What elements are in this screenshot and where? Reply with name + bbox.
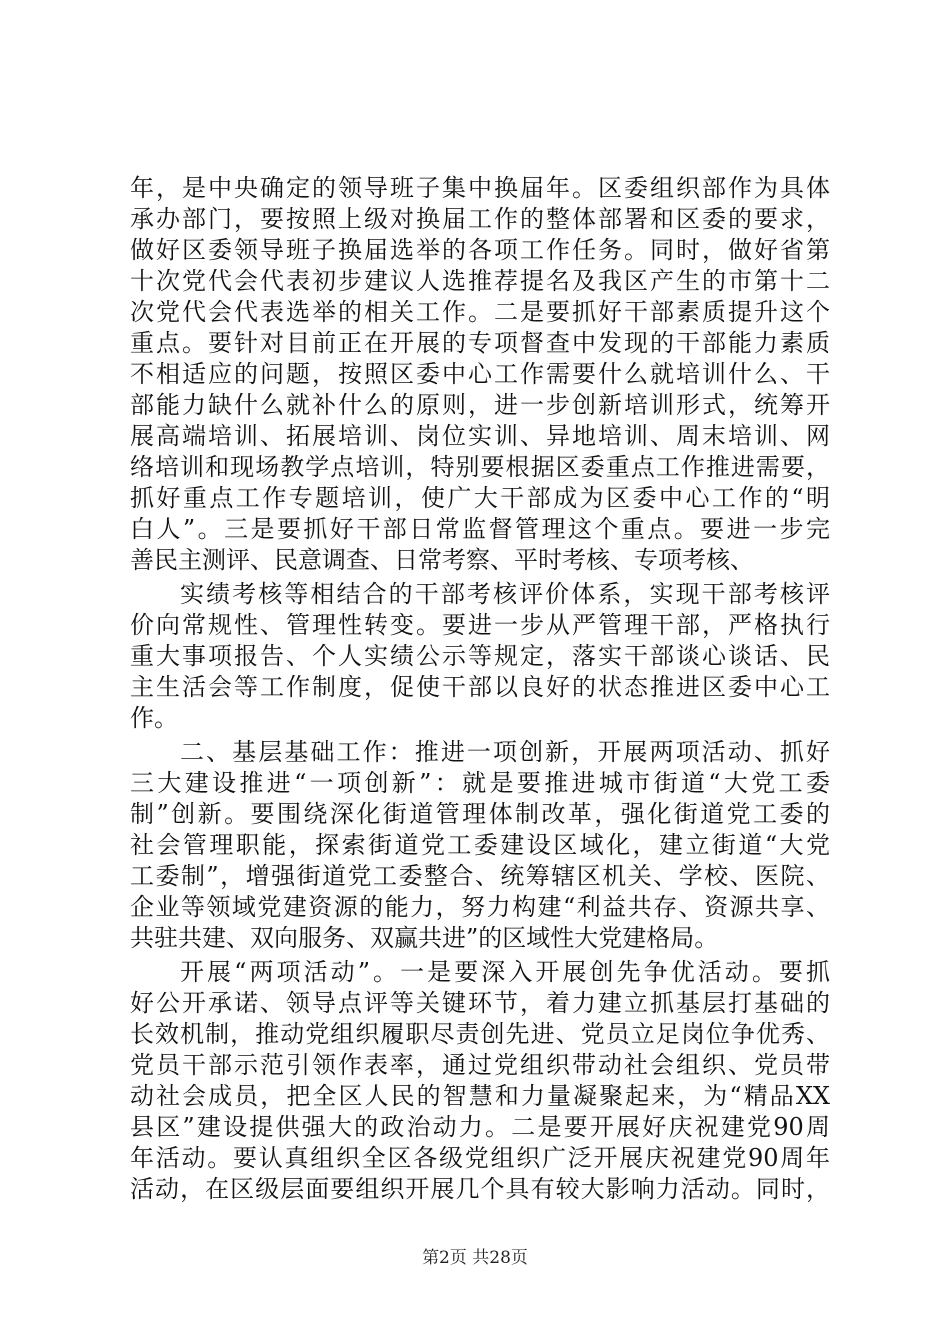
page-footer: 第2页 共28页 [422, 1248, 528, 1268]
text-line: 十次党代会代表初步建议人选推荐提名及我区产生的市第十二 [130, 267, 830, 295]
text-line: 年活动。要认真组织全区各级党组织广泛开展庆祝建党90周年 [130, 1144, 830, 1172]
text-line: 白人”。三是要抓好干部日常监督管理这个重点。要进一步完 [130, 515, 830, 543]
text-line: 善民主测评、民意调查、日常考察、平时考核、专项考核、 [130, 546, 754, 574]
text-line: 长效机制，推动党组织履职尽责创先进、党员立足岗位争优秀、 [130, 1020, 830, 1048]
text-line: 县区”建设提供强大的政治动力。二是要开展好庆祝建党90周 [130, 1113, 830, 1141]
text-line: 共驻共建、双向服务、双赢共进”的区域性大党建格局。 [130, 924, 719, 952]
text-line: 三大建设推进“一项创新”：就是要推进城市街道“大党工委 [130, 769, 830, 797]
paragraph-start-line: 开展“两项活动”。一是要深入开展创先争优活动。要抓 [180, 958, 830, 986]
paragraph-start-line: 实绩考核等相结合的干部考核评价体系，实现干部考核评 [180, 580, 830, 608]
text-line: 重大事项报告、个人实绩公示等规定，落实干部谈心谈话、民 [130, 642, 830, 670]
text-line: 动社会成员，把全区人民的智慧和力量凝聚起来，为“精品XX [130, 1082, 830, 1110]
text-line: 部能力缺什么就补什么的原则，进一步创新培训形式，统筹开 [130, 391, 830, 419]
text-line: 主生活会等工作制度，促使干部以良好的状态推进区委中心工 [130, 673, 830, 701]
text-line: 制”创新。要围绕深化街道管理体制改革，强化街道党工委的 [130, 800, 830, 828]
document-body [130, 173, 830, 1205]
text-line: 活动，在区级层面要组织开展几个具有较大影响力活动。同时， [130, 1175, 830, 1203]
text-line: 展高端培训、拓展培训、岗位实训、异地培训、周末培训、网 [130, 422, 830, 450]
text-line: 党员干部示范引领作表率，通过党组织带动社会组织、党员带 [130, 1051, 830, 1079]
text-line: 络培训和现场教学点培训，特别要根据区委重点工作推进需要， [130, 453, 830, 481]
text-line: 作。 [130, 704, 178, 732]
text-line: 价向常规性、管理性转变。要进一步从严管理干部，严格执行 [130, 611, 830, 639]
text-line: 社会管理职能，探索街道党工委建设区域化，建立街道“大党 [130, 831, 830, 859]
text-line: 做好区委领导班子换届选举的各项工作任务。同时，做好省第 [130, 236, 830, 264]
text-line: 抓好重点工作专题培训，使广大干部成为区委中心工作的“明 [130, 484, 830, 512]
text-line: 年，是中央确定的领导班子集中换届年。区委组织部作为具体 [130, 174, 830, 202]
text-line: 不相适应的问题，按照区委中心工作需要什么就培训什么、干 [130, 360, 830, 388]
text-line: 次党代会代表选举的相关工作。二是要抓好干部素质提升这个 [130, 298, 830, 326]
text-line: 承办部门，要按照上级对换届工作的整体部署和区委的要求， [130, 205, 830, 233]
text-line: 工委制”，增强街道党工委整合、统筹辖区机关、学校、医院、 [130, 862, 830, 890]
paragraph-start-line: 二、基层基础工作：推进一项创新，开展两项活动、抓好 [180, 738, 830, 766]
text-line: 重点。要针对目前正在开展的专项督查中发现的干部能力素质 [130, 329, 830, 357]
text-line: 企业等领域党建资源的能力，努力构建“利益共存、资源共享、 [130, 893, 830, 921]
text-line: 好公开承诺、领导点评等关键环节，着力建立抓基层打基础的 [130, 989, 830, 1017]
